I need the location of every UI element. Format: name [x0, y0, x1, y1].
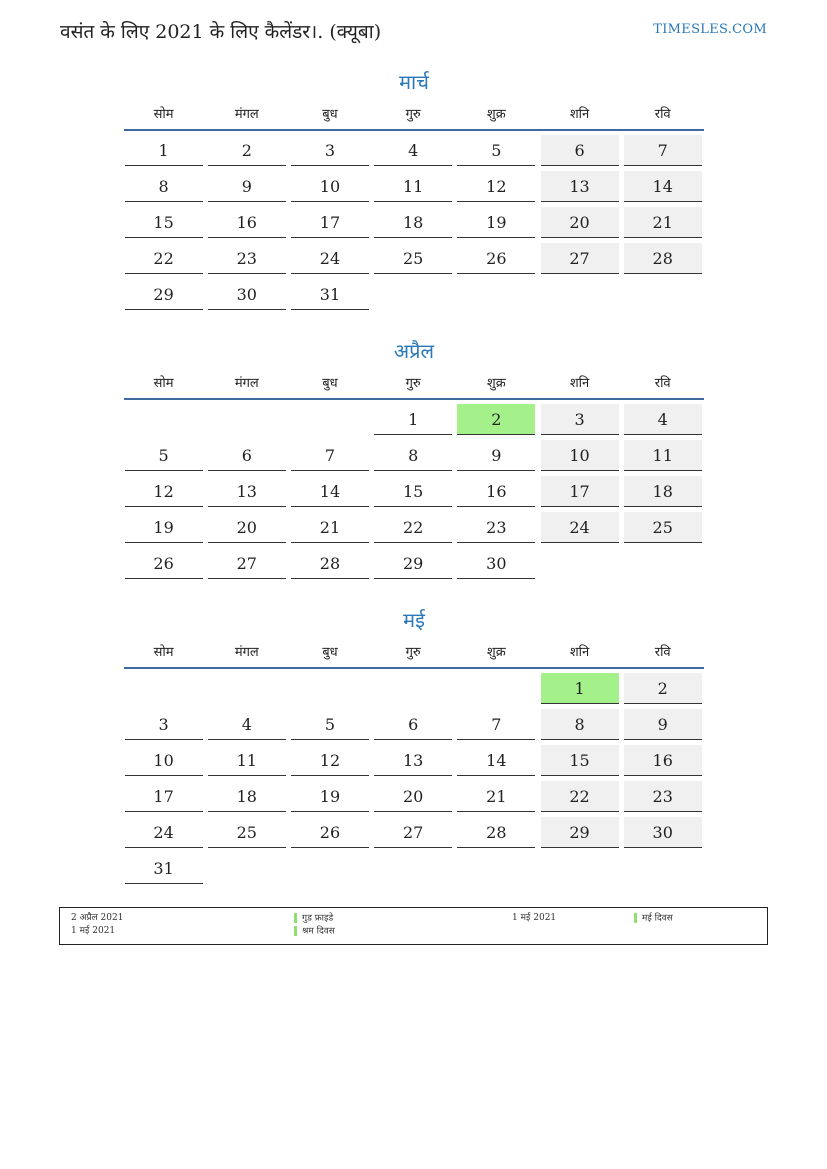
day-cell: 11 — [624, 440, 702, 471]
holiday-legend — [59, 907, 768, 945]
week-row — [122, 440, 706, 476]
day-cell: 24 — [291, 243, 369, 274]
day-cell: 14 — [291, 476, 369, 507]
day-cell: 26 — [125, 548, 203, 579]
empty-cell — [541, 279, 619, 310]
empty-cell — [208, 673, 286, 704]
day-cell: 18 — [624, 476, 702, 507]
week-row — [122, 781, 706, 817]
day-cell: 10 — [125, 745, 203, 776]
holiday-swatch — [294, 913, 297, 923]
day-cell: 4 — [374, 135, 452, 166]
empty-cell — [125, 673, 203, 704]
day-cell: 8 — [125, 171, 203, 202]
day-cell: 2 — [457, 404, 535, 435]
day-cell: 12 — [291, 745, 369, 776]
day-cell: 26 — [457, 243, 535, 274]
day-cell: 16 — [457, 476, 535, 507]
holiday-swatch — [294, 926, 297, 936]
weekday-header — [122, 366, 706, 398]
day-cell: 7 — [624, 135, 702, 166]
month-name: मई — [403, 608, 425, 632]
weekday-label: शुक्र — [486, 376, 506, 391]
day-cell: 1 — [374, 404, 452, 435]
day-cell: 27 — [374, 817, 452, 848]
legend-date: 2 अप्रैल 2021 — [71, 913, 124, 923]
day-cell: 6 — [541, 135, 619, 166]
day-cell: 11 — [208, 745, 286, 776]
weekday-label: बुध — [322, 376, 338, 391]
day-cell: 22 — [125, 243, 203, 274]
day-cell: 23 — [624, 781, 702, 812]
weekday-label: रवि — [654, 107, 671, 122]
header-divider — [124, 129, 704, 131]
week-row — [122, 243, 706, 279]
legend-date: 1 मई 2021 — [512, 913, 557, 923]
day-cell: 16 — [208, 207, 286, 238]
day-cell: 28 — [457, 817, 535, 848]
day-cell: 6 — [374, 709, 452, 740]
day-cell: 23 — [457, 512, 535, 543]
day-cell: 16 — [624, 745, 702, 776]
legend-holiday-name: श्रम दिवस — [302, 926, 335, 937]
week-row — [122, 207, 706, 243]
day-cell: 18 — [208, 781, 286, 812]
weekday-header — [122, 97, 706, 129]
weekday-label: गुरु — [405, 107, 421, 122]
weekday-label: शुक्र — [486, 645, 506, 660]
day-cell: 22 — [374, 512, 452, 543]
day-cell: 24 — [541, 512, 619, 543]
day-cell: 21 — [457, 781, 535, 812]
day-cell: 19 — [457, 207, 535, 238]
weekday-label: गुरु — [405, 376, 421, 391]
day-cell: 2 — [624, 673, 702, 704]
day-cell: 15 — [125, 207, 203, 238]
holiday-swatch — [634, 913, 637, 923]
week-row — [122, 135, 706, 171]
day-cell: 2 — [208, 135, 286, 166]
day-cell: 3 — [125, 709, 203, 740]
empty-cell — [457, 279, 535, 310]
day-cell: 31 — [125, 853, 203, 884]
empty-cell — [208, 404, 286, 435]
day-cell: 14 — [624, 171, 702, 202]
empty-cell — [291, 673, 369, 704]
day-cell: 5 — [291, 709, 369, 740]
day-cell: 1 — [541, 673, 619, 704]
weekday-label: मंगल — [234, 645, 259, 660]
week-row — [122, 404, 706, 440]
day-cell: 5 — [457, 135, 535, 166]
legend-holiday — [294, 926, 335, 938]
day-cell: 25 — [208, 817, 286, 848]
legend-holiday-name: गुड फ्राइडे — [302, 913, 334, 924]
day-cell: 7 — [291, 440, 369, 471]
weekday-label: सोम — [153, 107, 174, 122]
empty-cell — [624, 548, 702, 579]
weekday-label: मंगल — [234, 376, 259, 391]
weekday-label: शुक्र — [486, 107, 506, 122]
day-cell: 19 — [125, 512, 203, 543]
day-cell: 15 — [541, 745, 619, 776]
day-cell: 11 — [374, 171, 452, 202]
empty-cell — [541, 548, 619, 579]
legend-holiday — [634, 913, 673, 925]
day-cell: 3 — [541, 404, 619, 435]
week-row — [122, 853, 706, 889]
empty-cell — [374, 279, 452, 310]
week-row — [122, 709, 706, 745]
day-cell: 10 — [541, 440, 619, 471]
weekday-label: रवि — [654, 645, 671, 660]
empty-cell — [208, 853, 286, 884]
day-cell: 20 — [541, 207, 619, 238]
day-cell: 12 — [457, 171, 535, 202]
empty-cell — [291, 853, 369, 884]
day-cell: 25 — [374, 243, 452, 274]
day-cell: 17 — [541, 476, 619, 507]
day-cell: 21 — [291, 512, 369, 543]
header-divider — [124, 667, 704, 669]
day-cell: 9 — [624, 709, 702, 740]
legend-holiday — [294, 913, 333, 925]
month-block — [122, 605, 706, 889]
weekday-label: शनि — [569, 107, 590, 122]
day-cell: 6 — [208, 440, 286, 471]
day-cell: 17 — [125, 781, 203, 812]
day-cell: 24 — [125, 817, 203, 848]
day-cell: 30 — [457, 548, 535, 579]
empty-cell — [291, 404, 369, 435]
empty-cell — [541, 853, 619, 884]
day-cell: 4 — [624, 404, 702, 435]
week-row — [122, 279, 706, 315]
day-cell: 3 — [291, 135, 369, 166]
day-cell: 20 — [374, 781, 452, 812]
empty-cell — [457, 853, 535, 884]
month-block — [122, 336, 706, 584]
weekday-label: सोम — [153, 645, 174, 660]
page-title: वसंत के लिए 2021 के लिए कैलेंडर।. (क्यूबा) — [60, 21, 382, 43]
empty-cell — [457, 673, 535, 704]
header-divider — [124, 398, 704, 400]
day-cell: 26 — [291, 817, 369, 848]
day-cell: 20 — [208, 512, 286, 543]
week-row — [122, 512, 706, 548]
day-cell: 13 — [374, 745, 452, 776]
day-cell: 27 — [208, 548, 286, 579]
weekday-label: शनि — [569, 645, 590, 660]
week-row — [122, 745, 706, 781]
day-cell: 9 — [457, 440, 535, 471]
empty-cell — [125, 404, 203, 435]
weekday-label: बुध — [322, 107, 338, 122]
day-cell: 18 — [374, 207, 452, 238]
empty-cell — [624, 279, 702, 310]
weekday-label: गुरु — [405, 645, 421, 660]
site-link[interactable]: TIMESLES.COM — [653, 22, 767, 37]
day-cell: 31 — [291, 279, 369, 310]
day-cell: 30 — [208, 279, 286, 310]
weekday-label: बुध — [322, 645, 338, 660]
day-cell: 10 — [291, 171, 369, 202]
day-cell: 8 — [374, 440, 452, 471]
day-cell: 22 — [541, 781, 619, 812]
weekday-label: सोम — [153, 376, 174, 391]
week-row — [122, 476, 706, 512]
day-cell: 17 — [291, 207, 369, 238]
empty-cell — [374, 673, 452, 704]
day-cell: 29 — [374, 548, 452, 579]
day-cell: 12 — [125, 476, 203, 507]
day-cell: 29 — [541, 817, 619, 848]
week-row — [122, 171, 706, 207]
weekday-label: शनि — [569, 376, 590, 391]
day-cell: 15 — [374, 476, 452, 507]
month-name: अप्रैल — [393, 339, 435, 363]
day-cell: 8 — [541, 709, 619, 740]
day-cell: 13 — [541, 171, 619, 202]
weekday-header — [122, 635, 706, 667]
day-cell: 27 — [541, 243, 619, 274]
day-cell: 7 — [457, 709, 535, 740]
legend-holiday-name: मई दिवस — [642, 913, 673, 924]
day-cell: 13 — [208, 476, 286, 507]
legend-date: 1 मई 2021 — [71, 926, 116, 936]
day-cell: 29 — [125, 279, 203, 310]
weekday-label: रवि — [654, 376, 671, 391]
day-cell: 28 — [624, 243, 702, 274]
week-row — [122, 673, 706, 709]
day-cell: 21 — [624, 207, 702, 238]
day-cell: 1 — [125, 135, 203, 166]
empty-cell — [374, 853, 452, 884]
day-cell: 28 — [291, 548, 369, 579]
month-block — [122, 67, 706, 315]
day-cell: 14 — [457, 745, 535, 776]
empty-cell — [624, 853, 702, 884]
week-row — [122, 817, 706, 853]
weekday-label: मंगल — [234, 107, 259, 122]
day-cell: 9 — [208, 171, 286, 202]
week-row — [122, 548, 706, 584]
day-cell: 25 — [624, 512, 702, 543]
day-cell: 19 — [291, 781, 369, 812]
month-name: मार्च — [399, 70, 429, 94]
day-cell: 30 — [624, 817, 702, 848]
day-cell: 4 — [208, 709, 286, 740]
day-cell: 23 — [208, 243, 286, 274]
day-cell: 5 — [125, 440, 203, 471]
